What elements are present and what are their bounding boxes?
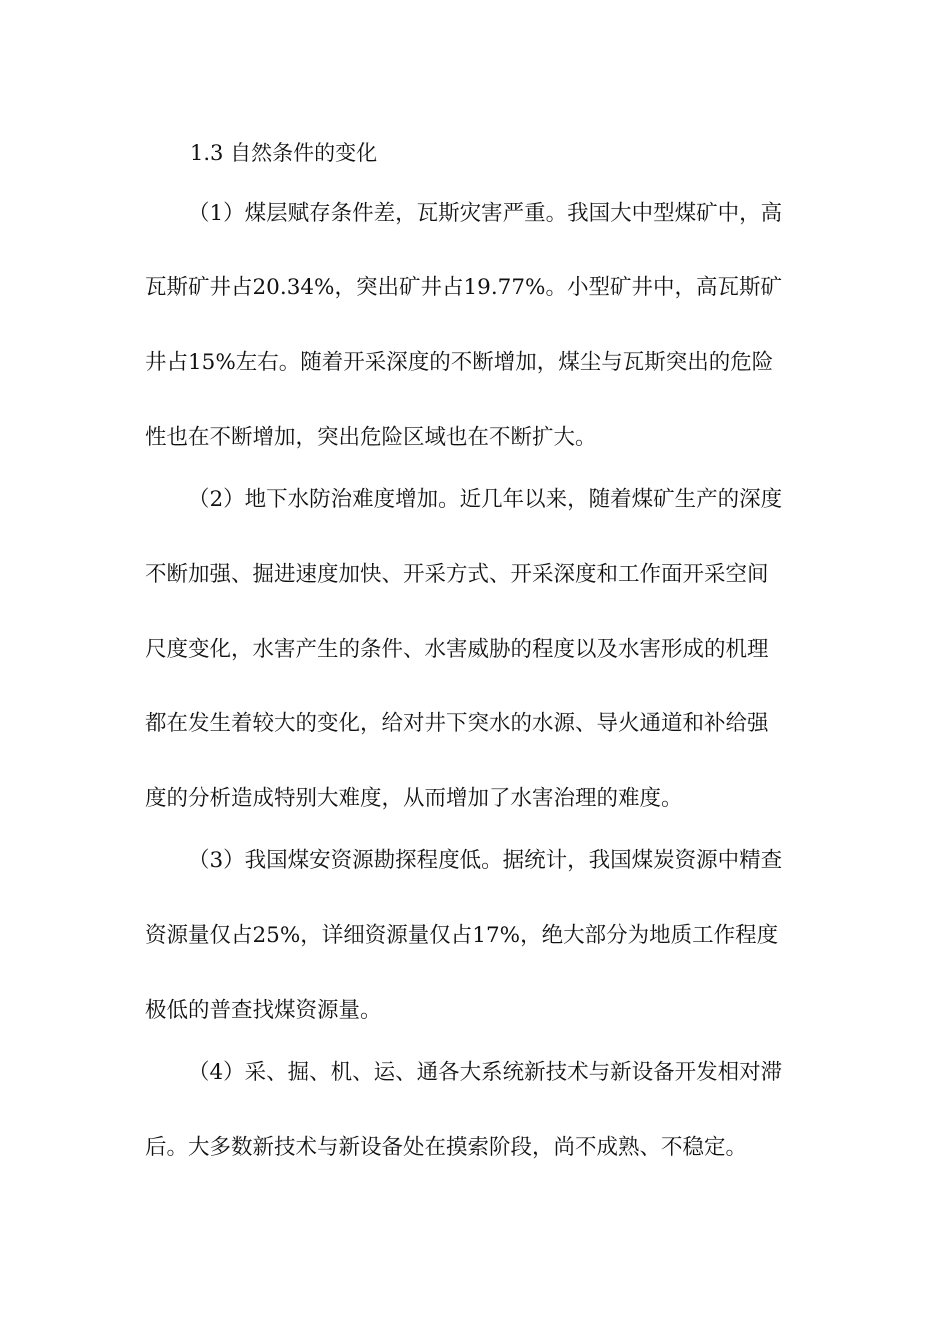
paragraph-2-line-1: （2）地下水防治难度增加。近几年以来，随着煤矿生产的深度 bbox=[188, 487, 783, 512]
paragraph-2-line-2: 不断加强、掘进速度加快、开采方式、开采深度和工作面开采空间 bbox=[145, 562, 769, 587]
paragraph-2-line-4: 都在发生着较大的变化，给对井下突水的水源、导火通道和补给强 bbox=[145, 711, 769, 736]
paragraph-1-line-1: （1）煤层赋存条件差，瓦斯灾害严重。我国大中型煤矿中，高 bbox=[188, 201, 783, 226]
paragraph-2-line-5: 度的分析造成特别大难度，从而增加了水害治理的难度。 bbox=[145, 786, 683, 811]
paragraph-4-line-1: （4）采、掘、机、运、通各大系统新技术与新设备开发相对滞 bbox=[188, 1060, 783, 1085]
paragraph-2-line-3: 尺度变化，水害产生的条件、水害威胁的程度以及水害形成的机理 bbox=[145, 637, 769, 662]
paragraph-1-line-4: 性也在不断增加，突出危险区域也在不断扩大。 bbox=[145, 425, 597, 450]
section-heading: 1.3 自然条件的变化 bbox=[190, 141, 378, 165]
paragraph-3-line-1: （3）我国煤安资源勘探程度低。据统计，我国煤炭资源中精查 bbox=[188, 848, 783, 873]
paragraph-3-line-2: 资源量仅占25%，详细资源量仅占17%，绝大部分为地质工作程度 bbox=[145, 923, 779, 948]
paragraph-4-line-2: 后。大多数新技术与新设备处在摸索阶段，尚不成熟、不稳定。 bbox=[145, 1135, 748, 1160]
paragraph-3-line-3: 极低的普查找煤资源量。 bbox=[145, 998, 382, 1023]
paragraph-1-line-3: 井占15%左右。随着开采深度的不断增加，煤尘与瓦斯突出的危险 bbox=[145, 350, 774, 375]
paragraph-1-line-2: 瓦斯矿井占20.34%，突出矿井占19.77%。小型矿井中，高瓦斯矿 bbox=[145, 275, 782, 300]
